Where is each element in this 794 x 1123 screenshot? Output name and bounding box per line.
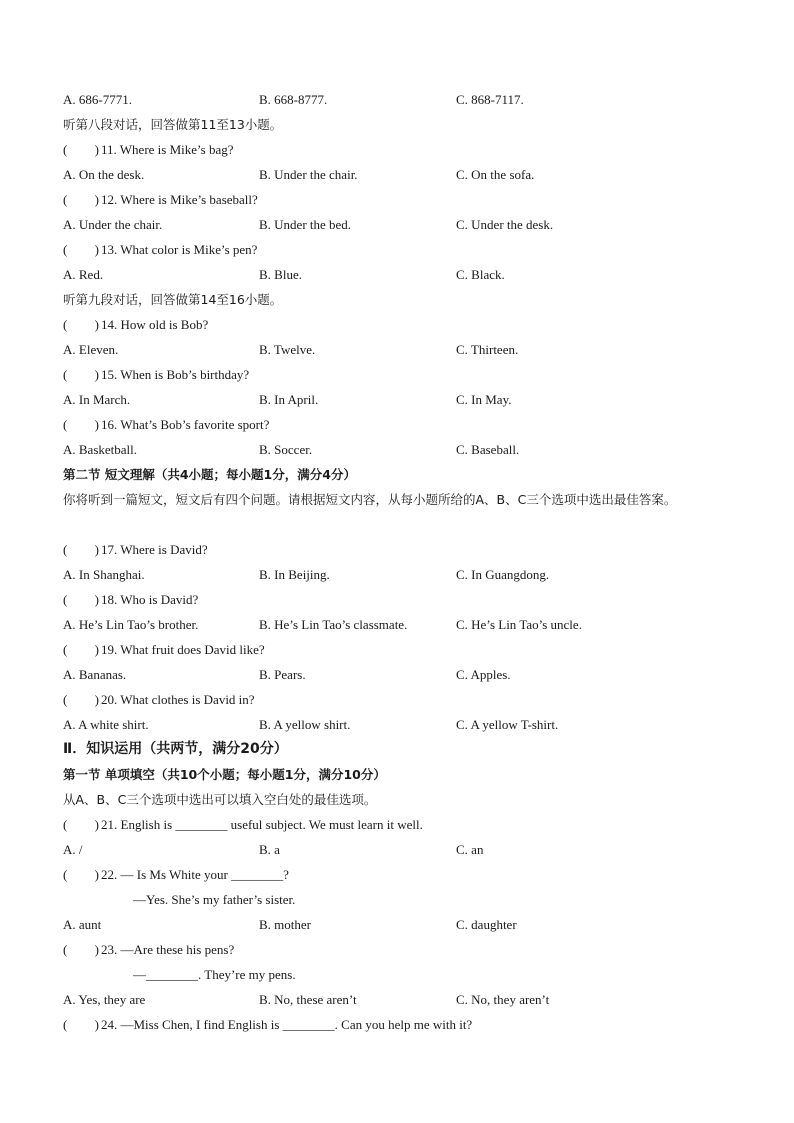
question-text: 12. Where is Mike’s baseball? (101, 192, 258, 207)
option-b: B. Pears. (259, 667, 306, 682)
option-b: B. Blue. (259, 267, 302, 282)
option-c: C. 868-7117. (456, 92, 524, 107)
answer-options (63, 912, 754, 937)
question-text: 19. What fruit does David like? (101, 642, 265, 657)
answer-options (63, 987, 754, 1012)
answer-options (63, 212, 754, 237)
option-a: A. In Shanghai. (63, 567, 145, 582)
question-text: 21. English is ________ useful subject. We must learn it well. (101, 817, 423, 832)
answer-options (63, 387, 754, 412)
answer-options (63, 712, 754, 737)
answer-blank (63, 362, 99, 387)
answer-blank (63, 187, 99, 212)
option-c: C. an (456, 842, 484, 857)
option-c: C. Baseball. (456, 442, 520, 457)
instruction-text: 你将听到一篇短文，短文后有四个问题。请根据短文内容，从每小题所给的A、B、C三个选项中选出最佳答案。 (63, 492, 677, 507)
answer-options (63, 837, 754, 862)
option-b: B. He’s Lin Tao’s classmate. (259, 617, 408, 632)
question (63, 587, 754, 612)
question (63, 1012, 754, 1037)
question-text: 14. How old is Bob? (101, 317, 209, 332)
answer-options (63, 612, 754, 637)
answer-blank (63, 537, 99, 562)
question-text: 17. Where is David? (101, 542, 208, 557)
question (63, 812, 754, 837)
answer-options (63, 162, 754, 187)
answer-options (63, 337, 754, 362)
question-text: 24. —Miss Chen, I find English is ________. Can you help me with it? (101, 1017, 473, 1032)
answer-blank (63, 687, 99, 712)
question-text: 20. What clothes is David in? (101, 692, 255, 707)
question (63, 237, 754, 262)
option-a: A. In March. (63, 392, 131, 407)
option-a: A. Yes, they are (63, 992, 146, 1007)
option-b: B. Soccer. (259, 442, 313, 457)
option-a: A. aunt (63, 917, 102, 932)
option-a: A. Basketball. (63, 442, 138, 457)
instruction-text: 听第九段对话，回答做第14至16小题。 (63, 292, 283, 307)
option-c: C. Black. (456, 267, 505, 282)
option-b: B. In Beijing. (259, 567, 330, 582)
question (63, 862, 754, 887)
answer-blank (63, 862, 99, 887)
answer-blank (63, 412, 99, 437)
section-heading: 第二节 短文理解（共4小题；每小题1分，满分4分） (63, 467, 356, 482)
answer-blank (63, 312, 99, 337)
option-c: C. On the sofa. (456, 167, 535, 182)
question-text: 22. — Is Ms White your ________? (101, 867, 289, 882)
option-a: A. Red. (63, 267, 104, 282)
question-text: 15. When is Bob’s birthday? (101, 367, 250, 382)
answer-blank (63, 587, 99, 612)
question-text: 16. What’s Bob’s favorite sport? (101, 417, 270, 432)
option-b: B. Twelve. (259, 342, 316, 357)
instruction-text: 从A、B、C三个选项中选出可以填入空白处的最佳选项。 (63, 792, 377, 807)
option-c: C. In May. (456, 392, 512, 407)
answer-blank (63, 637, 99, 662)
question (63, 687, 754, 712)
option-b: B. Under the bed. (259, 217, 352, 232)
answer-blank (63, 237, 99, 262)
option-c: C. Apples. (456, 667, 511, 682)
option-c: C. daughter (456, 917, 517, 932)
question (63, 937, 754, 962)
option-b: B. A yellow shirt. (259, 717, 351, 732)
option-c: C. He’s Lin Tao’s uncle. (456, 617, 582, 632)
option-a: A. Bananas. (63, 667, 127, 682)
dialogue-reply: —Yes. She’s my father’s sister. (133, 892, 296, 907)
answer-options (63, 87, 754, 112)
option-a: A. A white shirt. (63, 717, 149, 732)
option-b: B. a (259, 842, 280, 857)
section-heading: 第一节 单项填空（共10个小题；每小题1分，满分10分） (63, 767, 386, 782)
question (63, 137, 754, 162)
part-heading: Ⅱ．知识运用（共两节，满分20分） (63, 741, 288, 757)
option-b: B. 668-8777. (259, 92, 328, 107)
option-c: C. Thirteen. (456, 342, 519, 357)
answer-blank (63, 137, 99, 162)
question (63, 312, 754, 337)
answer-blank (63, 1012, 99, 1037)
answer-options (63, 262, 754, 287)
option-a: A. Under the chair. (63, 217, 163, 232)
question (63, 362, 754, 387)
question (63, 412, 754, 437)
dialogue-reply: —________. They’re my pens. (133, 967, 296, 982)
option-c: C. A yellow T-shirt. (456, 717, 559, 732)
option-c: C. No, they aren’t (456, 992, 550, 1007)
question (63, 637, 754, 662)
option-b: B. No, these aren’t (259, 992, 357, 1007)
answer-blank (63, 812, 99, 837)
question-text: 18. Who is David? (101, 592, 199, 607)
option-b: B. Under the chair. (259, 167, 358, 182)
answer-blank (63, 937, 99, 962)
option-b: B. In April. (259, 392, 319, 407)
question (63, 187, 754, 212)
option-a: A. / (63, 842, 83, 857)
option-a: A. On the desk. (63, 167, 145, 182)
answer-options (63, 662, 754, 687)
question-text: 13. What color is Mike’s pen? (101, 242, 258, 257)
option-a: A. 686-7771. (63, 92, 132, 107)
instruction-text: 听第八段对话，回答做第11至13小题。 (63, 117, 283, 132)
question (63, 537, 754, 562)
option-b: B. mother (259, 917, 311, 932)
option-a: A. He’s Lin Tao’s brother. (63, 617, 199, 632)
option-a: A. Eleven. (63, 342, 119, 357)
option-c: C. Under the desk. (456, 217, 554, 232)
answer-options (63, 437, 754, 462)
option-c: C. In Guangdong. (456, 567, 550, 582)
question-text: 23. —Are these his pens? (101, 942, 235, 957)
answer-options (63, 562, 754, 587)
question-text: 11. Where is Mike’s bag? (101, 142, 234, 157)
